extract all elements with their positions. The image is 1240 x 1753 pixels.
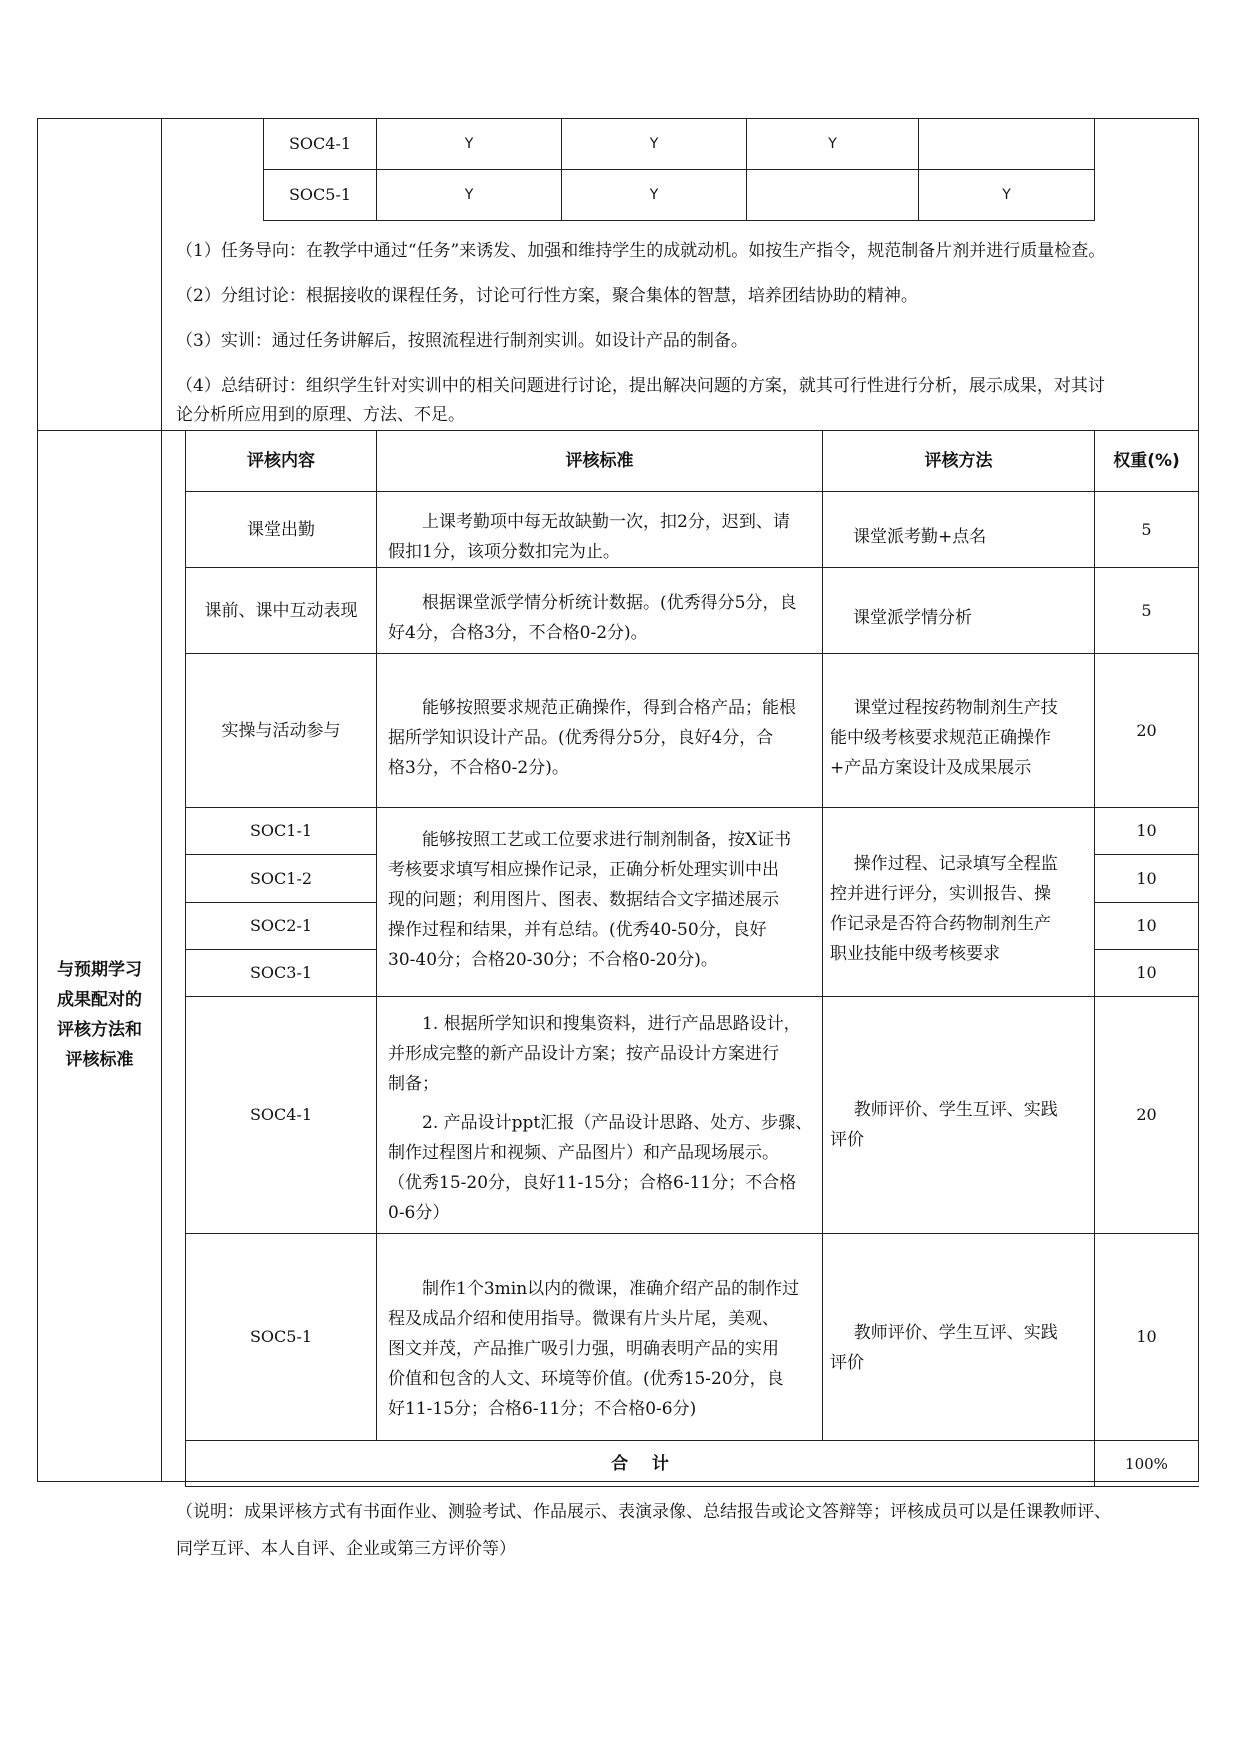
total-weight: 100% <box>1125 1454 1168 1473</box>
outer-right-border <box>1198 118 1199 1482</box>
header-content: 评核内容 <box>247 451 315 471</box>
mapping-mark-cell: Y <box>649 187 659 203</box>
method-paragraph: 论分析所应用到的原理、方法、不足。 <box>176 405 465 425</box>
standard-practice: 能够按照要求规范正确操作，得到合格产品；能根 据所学知识设计产品。(优秀得分5分，良好4分，合 格3分，不合格0-2分)。 <box>388 698 796 778</box>
mapping-mark-cell: Y <box>828 136 837 152</box>
mapping-mark-cell <box>919 119 1094 169</box>
mapping-mark-cell: Y <box>1002 187 1011 203</box>
soc-code-cell: SOC1-2 <box>249 868 313 888</box>
weight-practice: 20 <box>1136 720 1157 740</box>
content-practice: 实操与活动参与 <box>221 720 341 741</box>
outer-left-border <box>37 118 38 1482</box>
mapping-code-cell: SOC5-1 <box>288 185 352 204</box>
weight-attendance: 5 <box>1141 519 1152 539</box>
content-soc4: SOC4-1 <box>249 1105 313 1124</box>
mapping-code-cell: SOC4-1 <box>288 134 352 153</box>
header-method: 评核方法 <box>924 451 993 471</box>
mapping-mark-cell: Y <box>464 136 474 152</box>
mapping-mark-cell <box>747 170 918 220</box>
section-side-label: 与预期学习 成果配对的 评核方法和 评核标准 <box>57 960 142 1070</box>
method-paragraph: （2）分组讨论：根据接收的课程任务，讨论可行性方案，聚合集体的智慧，培养团结协助的精神。 <box>176 286 918 306</box>
method-attendance: 课堂派考勤+点名 <box>853 527 987 547</box>
method-paragraph: （1）任务导向：在教学中通过“任务”来诱发、加强和维持学生的成就动机。如按生产指令，规范制备片剂并进行质量检查。 <box>176 241 1106 261</box>
note-line: （说明：成果评核方式有书面作业、测验考试、作品展示、表演录像、总结报告或论文答辩等；评核成员可以是任课教师评、 <box>176 1502 1111 1522</box>
standard-soc4: 1. 根据所学知识和搜集资料，进行产品思路设计， 并形成完整的新产品设计方案；按产品设计方案进行 制备； 2. 产品设计ppt汇报（产品设计思路、处方、步骤、 制作过程图片和视频、产品图片）和产品现场展示。 （优秀15-20分，良好11-15分；合格6-11分；不合格 0-6分） <box>388 1014 813 1223</box>
standard-soc-group: 能够按照工艺或工位要求进行制剂制备，按X证书 考核要求填写相应操作记录，正确分析处理实训中出 现的问题；利用图片、图表、数据结合文字描述展示 操作过程和结果，并有总结。(优秀40-50分，良好 30-40分；合格20-30分；不合格0-20分)。 <box>388 830 792 970</box>
weight-interaction: 5 <box>1141 600 1152 620</box>
soc-weight-cell: 10 <box>1136 868 1157 888</box>
standard-interaction: 根据课堂派学情分析统计数据。(优秀得分5分，良 好4分，合格3分，不合格0-2分)。 <box>388 593 797 643</box>
soc-code-cell: SOC2-1 <box>249 916 313 935</box>
mapping-mark-cell: Y <box>649 136 659 152</box>
soc-weight-cell: 10 <box>1136 963 1157 982</box>
method-soc4: 教师评价、学生互评、实践 评价 <box>830 1100 1058 1150</box>
method-interaction: 课堂派学情分析 <box>853 608 972 628</box>
soc-weight-cell: 10 <box>1136 821 1157 840</box>
soc-weight-cell: 10 <box>1136 916 1157 935</box>
method-soc-group: 操作过程、记录填写全程监 控并进行评分，实训报告、操 作记录是否符合药物制剂生产 职业技能中级考核要求 <box>830 854 1058 964</box>
total-label: 合 计 <box>611 1453 669 1474</box>
weight-soc5: 10 <box>1136 1327 1157 1346</box>
soc-code-cell: SOC1-1 <box>249 821 313 840</box>
method-soc5: 教师评价、学生互评、实践 评价 <box>830 1323 1058 1373</box>
method-paragraph: （4）总结研讨：组织学生针对实训中的相关问题进行讨论，提出解决问题的方案，就其可行性进行分析，展示成果，对其讨 <box>176 376 1105 396</box>
header-weight: 权重(%) <box>1113 451 1180 471</box>
content-attendance: 课堂出勤 <box>247 519 315 540</box>
content-interaction: 课前、课中互动表现 <box>204 600 358 621</box>
content-soc5: SOC5-1 <box>249 1327 313 1346</box>
header-standard: 评核标准 <box>565 451 634 471</box>
note-line: 同学互评、本人自评、企业或第三方评价等） <box>176 1539 516 1559</box>
weight-soc4: 20 <box>1136 1105 1157 1124</box>
method-practice: 课堂过程按药物制剂生产技 能中级考核要求规范正确操作 +产品方案设计及成果展示 <box>830 698 1058 778</box>
method-paragraph: （3）实训：通过任务讲解后，按照流程进行制剂实训。如设计产品的制备。 <box>176 331 748 351</box>
mapping-mark-cell: Y <box>464 187 474 203</box>
standard-attendance: 上课考勤项中每无故缺勤一次，扣2分，迟到、请 假扣1分，该项分数扣完为止。 <box>388 512 790 562</box>
soc-code-cell: SOC3-1 <box>249 963 313 982</box>
left-column-divider <box>161 118 162 1482</box>
standard-soc5: 制作1个3min以内的微课，准确介绍产品的制作过 程及成品介绍和使用指导。微课有片头片尾，美观、 图文并茂，产品推广吸引力强，明确表明产品的实用 价值和包含的人文、环境等价值。(优秀15-20分，良 好11-15分；合格6-11分；不合格0-6分) <box>388 1279 800 1419</box>
